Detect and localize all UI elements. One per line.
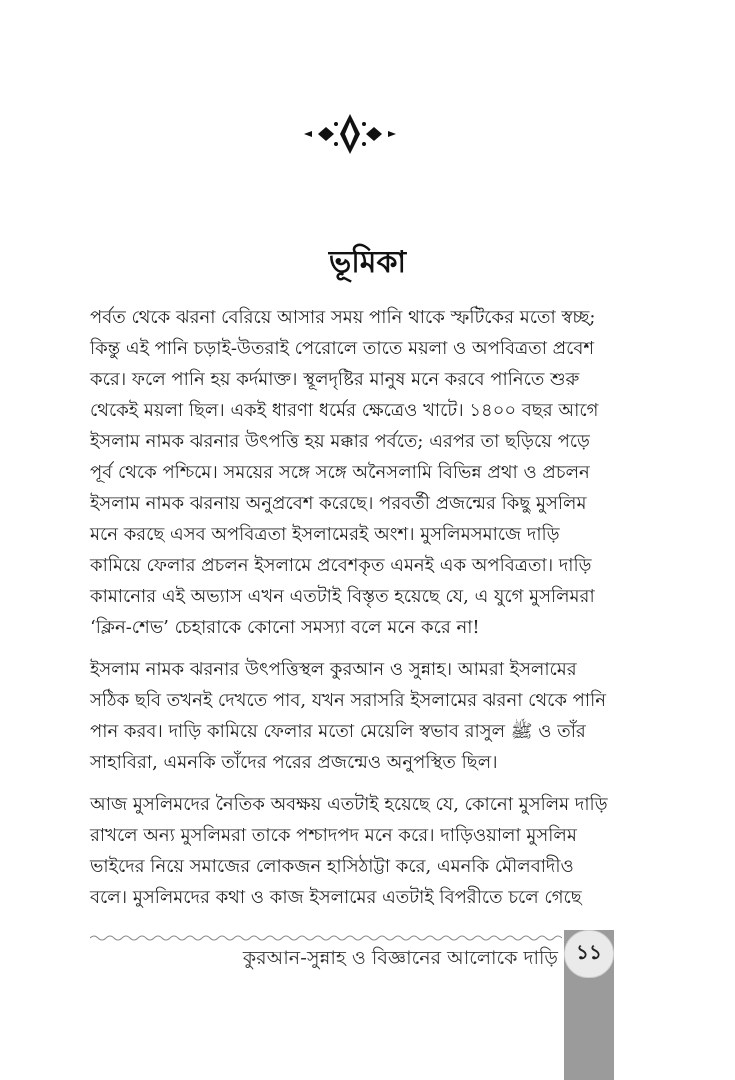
text-line: ইসলাম নামক ঝরনার উৎপত্তিস্থল কুরআন ও সুন্নাহ। আমরা ইসলামের: [90, 659, 577, 680]
text-line: কিন্তু এই পানি চড়াই-উতরাই পেরোলে তাতে ময়লা ও অপবিত্রতা প্রবেশ: [90, 338, 594, 359]
text-line: পর্বত থেকে ঝরনা বেরিয়ে আসার সময় পানি থাকে স্ফটিকের মতো স্বচ্ছ;: [90, 307, 596, 328]
text-line: থেকেই ময়লা ছিল। একই ধারণা ধর্মের ক্ষেত্রেও খাটে। ১৪০০ বছর আগে: [90, 400, 599, 421]
text-line: রাখলে অন্য মুসলিমরা তাকে পশ্চাদপদ মনে করে। দাড়িওয়ালা মুসলিম: [90, 825, 577, 846]
text-line: ইসলাম নামক ঝরনার উৎপত্তি হয় মক্কার পর্বতে; এরপর তা ছড়িয়ে পড়ে: [90, 431, 590, 452]
text-line: ‘ক্লিন-শেভ’ চেহারাকে কোনো সমস্যা বলে মনে করে না!: [90, 617, 480, 638]
paragraph: [90, 789, 615, 913]
text-line: পূর্ব থেকে পশ্চিমে। সময়ের সঙ্গে সঙ্গে অনৈসলামি বিভিন্ন প্রথা ও প্রচলন: [90, 462, 590, 483]
body-text: [90, 302, 615, 924]
text-line: ভাইদের নিয়ে সমাজের লোকজন হাসিঠাট্টা করে, এমনকি মৌলবাদীও: [90, 856, 574, 877]
text-line: পান করব। দাড়ি কামিয়ে ফেলার মতো মেয়েলি স্বভাব রাসুল ﷺ ও তাঁর: [90, 721, 586, 742]
text-line: ইসলাম নামক ঝরনায় অনুপ্রবেশ করেছে। পরবর্তী প্রজন্মের কিছু মুসলিম: [90, 493, 587, 514]
text-line: করে। ফলে পানি হয় কর্দমাক্ত। স্থূলদৃষ্টির মানুষ মনে করবে পানিতে শুরু: [90, 369, 580, 390]
decorative-ornament-icon: [300, 112, 400, 156]
text-line: কামিয়ে ফেলার প্রচলন ইসলামে প্রবেশকৃত এমনই এক অপবিত্রতা। দাড়ি: [90, 555, 592, 576]
text-line: সাহাবিরা, এমনকি তাঁদের পরের প্রজন্মেও অনুপস্থিত ছিল।: [90, 752, 498, 773]
paragraph: [90, 654, 615, 778]
text-line: আজ মুসলিমদের নৈতিক অবক্ষয় এতটাই হয়েছে যে, কোনো মুসলিম দাড়ি: [90, 794, 608, 815]
footer-divider: [90, 934, 562, 942]
page-number: ১১: [564, 930, 614, 978]
text-line: সঠিক ছবি তখনই দেখতে পাব, যখন সরাসরি ইসলামের ঝরনা থেকে পানি: [90, 690, 606, 711]
text-line: বলে। মুসলিমদের কথা ও কাজ ইসলামের এতটাই বিপরীতে চলে গেছে: [90, 887, 582, 908]
paragraph: [90, 302, 615, 643]
text-line: কামানোর এই অভ্যাস এখন এতটাই বিস্তৃত হয়েছে যে, এ যুগে মুসলিমরা: [90, 586, 595, 607]
page-title: ভূমিকা: [328, 245, 407, 280]
text-line: মনে করছে এসব অপবিত্রতা ইসলামেরই অংশ। মুসলিমসমাজে দাড়ি: [90, 524, 560, 545]
footer-book-title: কুরআন-সুন্নাহ ও বিজ্ঞানের আলোকে দাড়ি: [242, 947, 558, 969]
